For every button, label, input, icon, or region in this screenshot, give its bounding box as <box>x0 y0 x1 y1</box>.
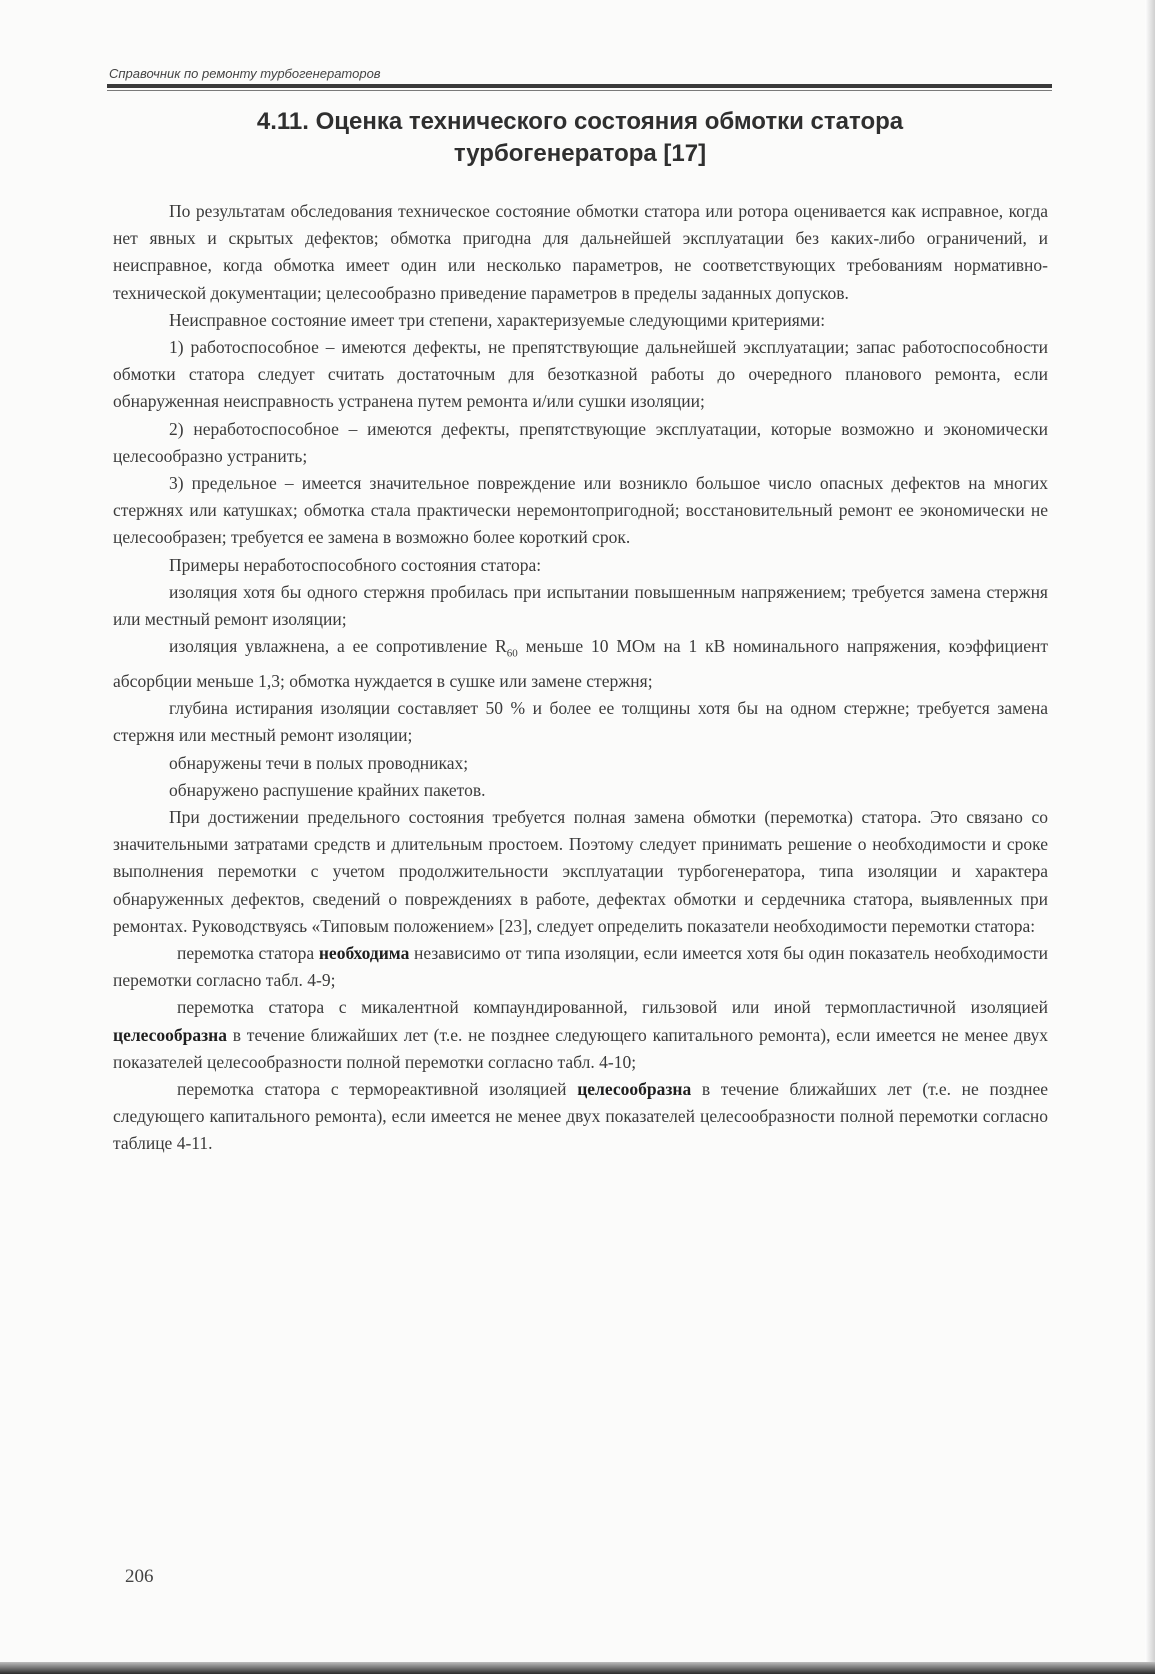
example-2-text-a: изоляция увлажнена, а ее сопротивление R <box>169 636 507 657</box>
scan-bottom-edge <box>0 1662 1155 1674</box>
page-edge-shadow <box>1145 0 1155 1674</box>
section-title-line-1: 4.11. Оценка технического состояния обмотки статора <box>256 108 904 135</box>
paragraph-examples-heading: Примеры неработоспособного состояния статора: <box>169 554 542 575</box>
resistance-subscript: 60 <box>506 647 518 660</box>
paragraph-example-5: обнаружено распушение крайних пакетов. <box>169 779 486 800</box>
paragraph-degree-1: 1) работоспособное – имеются дефекты, не препятствующие дальнейшей эксплуатации; запас работоспособности обмотки статора следует считать достаточным для безотказной работы до очередного планового ремонта, если обнаруженная неисправность устранена путем ремонта и/или сушки изоляции; <box>113 337 1048 412</box>
paragraph-limit-state: При достижении предельного состояния требуется полная замена обмотки (перемотка) статора. Это связано со значительными затратами средств и длительным простоем. Поэтому следует принимать решение о необходимости и сроке выполнения перемотки с учетом продолжительности эксплуатации турбогенератора, типа изоляции и характера обнаруженных дефектов, сведений о повреждениях в работе, дефектах обмотки и сердечника статора, выявленных при ремонтах. Руководствуясь «Типовым положением» [23], следует определить показатели необходимости перемотки статора: <box>113 806 1048 936</box>
paragraph-rewind-necessary <box>113 940 1048 994</box>
rewind-thermoplastic-text-b: в течение ближайших лет (т.е. не позднее следующего капитального ремонта), если имеется не менее двух показателей целесообразности полной перемотки согласно табл. 4-10; <box>113 1024 1048 1072</box>
paragraph-example-3: глубина истирания изоляции составляет 50 % и более ее толщины хотя бы на одном стержне; требуется замена стержня или местный ремонт изоляции; <box>113 698 1048 746</box>
example-2-text-b: меньше 10 МОм на 1 кВ номинального напряжения, коэффициент абсорбции меньше 1,3; обмотка нуждается в сушке или замене стержня; <box>113 636 1048 691</box>
page-number: 206 <box>125 1566 154 1587</box>
section-title-line-2: турбогенератора [17] <box>453 140 707 167</box>
paragraph-degree-2: 2) неработоспособное – имеются дефекты, препятствующие эксплуатации, которые возможно и экономически целесообразно устранить; <box>113 418 1048 466</box>
section-title <box>150 106 1010 170</box>
rewind-thermoreactive-bold: целесообразна <box>577 1079 692 1099</box>
paragraph-degree-3: 3) предельное – имеется значительное повреждение или возникло большое число опасных дефектов на многих стержнях или катушках; обмотка стала практически неремонтопригодной; восстановительный ремонт ее экономически не целесообразен; требуется ее замена в возможно более короткий срок. <box>113 473 1048 548</box>
rewind-necessary-text-a: перемотка статора <box>177 942 319 963</box>
paragraph-example-1: изоляция хотя бы одного стержня пробилась при испытании повышенным напряжением; требуется замена стержня или местный ремонт изоляции; <box>113 581 1048 630</box>
paragraph-rewind-thermoplastic <box>113 994 1048 1076</box>
paragraph-rewind-thermoreactive <box>113 1076 1048 1158</box>
rewind-necessary-bold: необходима <box>318 942 410 963</box>
rewind-thermoplastic-bold: целесообразна <box>113 1024 228 1045</box>
header-rule <box>107 84 1052 88</box>
rewind-necessary-text-b: независимо от типа изоляции, если имеется хотя бы один показатель необходимости перемотки согласно табл. 4-9; <box>113 942 1048 991</box>
running-header: Справочник по ремонту турбогенераторов <box>109 66 381 81</box>
paragraph-example-2 <box>113 633 1048 695</box>
body-text <box>113 198 1048 1158</box>
header-rule-thin <box>107 90 1052 91</box>
paragraph-example-4: обнаружены течи в полых проводниках; <box>169 752 469 773</box>
paragraph-intro: По результатам обследования техническое состояние обмотки статора или ротора оценивается как исправное, когда нет явных и скрытых дефектов; обмотка пригодна для дальнейшей эксплуатации без каких-либо ограничений, и неисправное, когда обмотка имеет один или несколько параметров, не соответствующих требованиям нормативно-технической документации; целесообразно приведение параметров в пределы заданных допусков. <box>113 201 1048 303</box>
rewind-thermoplastic-text-a: перемотка статора с микалентной компаундированной, гильзовой или иной термопластичной изоляцией <box>177 997 1048 1018</box>
rewind-thermoreactive-text-b: в течение ближайших лет (т.е. не позднее следующего капитального ремонта), если имеется не менее двух показателей целесообразности полной перемотки согласно таблице 4-11. <box>113 1079 1048 1154</box>
rewind-thermoreactive-text-a: перемотка статора с термореактивной изоляцией <box>177 1079 578 1099</box>
paragraph-degrees: Неисправное состояние имеет три степени, характеризуемые следующими критериями: <box>169 309 826 330</box>
